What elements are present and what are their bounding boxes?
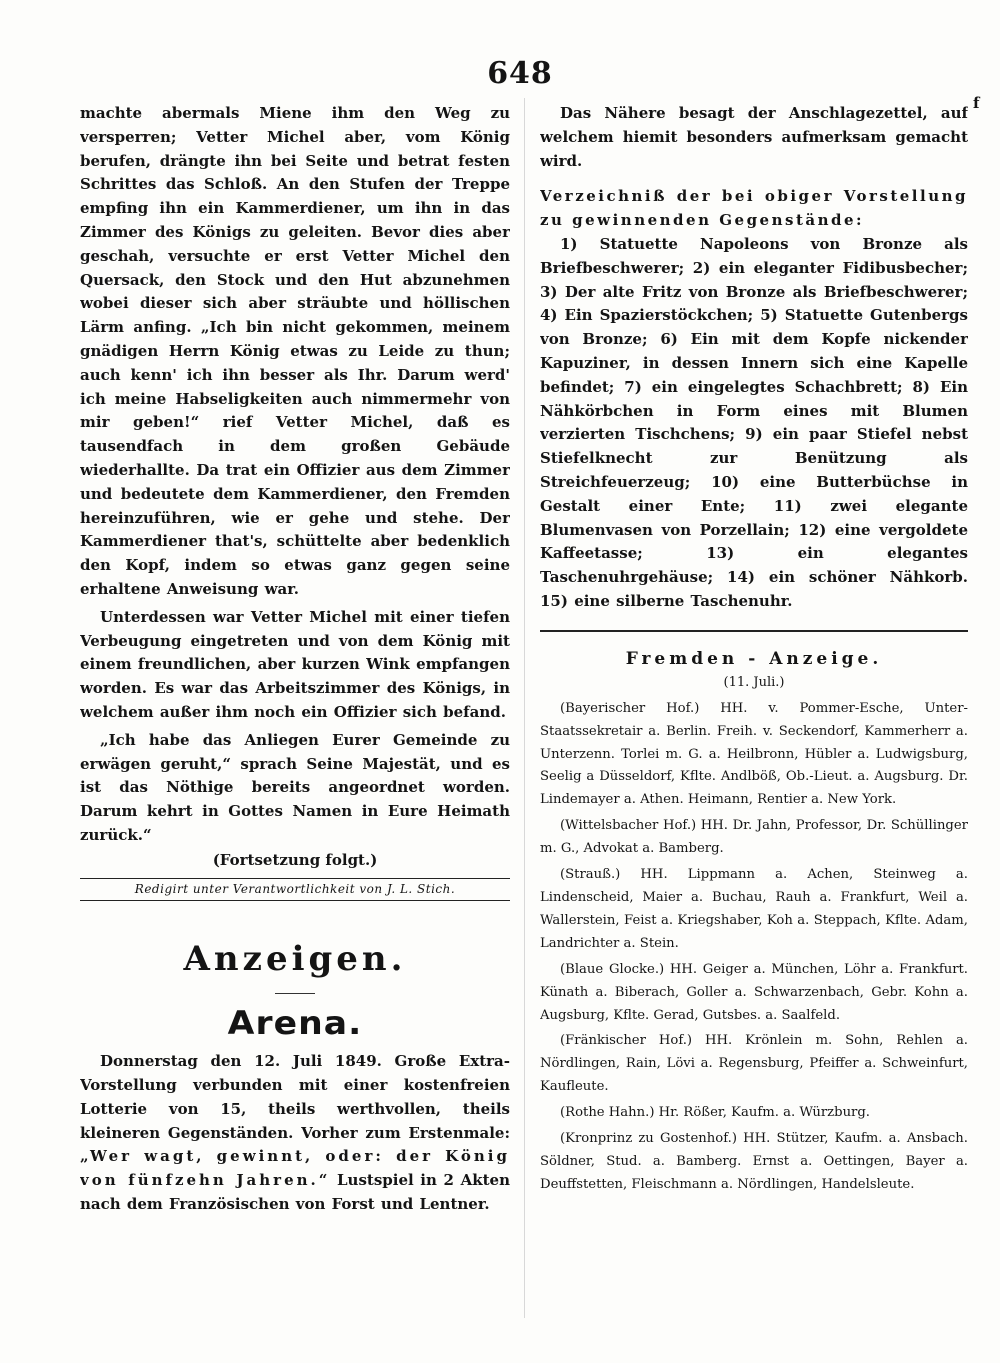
- fremden-title: Fremden - Anzeige.: [625, 648, 883, 669]
- fremden-entry: (Kronprinz zu Gostenhof.) HH. Stützer, Kaufm. a. Ansbach. Söldner, Stud. a. Bamberg. Ernst a. Oettingen, Bayer a. Deuffstetten, Fleischmann a. Nördlingen, Handelsleute.: [540, 1131, 968, 1192]
- page-number: 648: [487, 56, 553, 91]
- arena-play-title: „Wer wagt, gewinnt, oder: der König von fünfzehn Jahren.“: [80, 1147, 510, 1190]
- ads-rule: [275, 993, 315, 995]
- right-column: [540, 102, 968, 1200]
- ads-heading: Anzeigen.: [183, 938, 407, 979]
- fremden-entry: (Blaue Glocke.) HH. Geiger a. München, Löhr a. Frankfurt. Künath a. Biberach, Goller a. Schwarzenbach, Gebr. Kohn a. Augsburg, Kflte. Gerad, Gutsbes. a. Saalfeld.: [540, 961, 968, 1023]
- story-paragraph-1: machte abermals Miene ihm den Weg zu versperren; Vetter Michel aber, vom König berufen, drängte ihn bei Seite und betrat festen Schrittes das Schloß. An den Stufen der Treppe empfing ihn ein Kammerdiener, um ihn in das Zimmer des Königs zu geleiten. Bevor dies aber geschah, versuchte er erst Vetter Michel den Quersack, den Stock und den Hut abzunehmen wobei dieser sich aber sträubte und höllischen Lärm anfing. „Ich bin nicht gekommen, meinem gnädigen Herrn König etwas zu Leide zu thun; auch kenn' ich ihn besser als Ihr. Darum werd' ich meine Habseligkeiten auch nimmermehr von mir geben!“ rief Vetter Michel, daß es tausendfach in dem großen Gebäude wiederhallte. Da trat ein Offizier aus dem Zimmer und bedeutete dem Kammerdiener, den Fremden hereinzuführen, wie er gehe und stehe. Der Kammerdiener that's, schüttelte aber bedenklich den Kopf, indem so etwas ganz gegen seine erhaltene Anweisung war.: [80, 104, 510, 598]
- fremden-date: (11. Juli.): [723, 674, 785, 690]
- arena-paragraph: [80, 1050, 510, 1217]
- fremden-entry: (Rothe Hahn.) Hr. Rößer, Kaufm. a. Würzburg.: [560, 1105, 870, 1121]
- continuation-note: (Fortsetzung folgt.): [212, 850, 378, 869]
- arena-title: Arena.: [227, 1004, 363, 1043]
- arena-text-end: Lustspiel in 2 Akten nach dem Französischen von Forst und Lentner.: [80, 1171, 510, 1213]
- left-column: [80, 102, 510, 1217]
- prize-list-heading: Verzeichniß der bei obiger Vorstellung zu gewinnenden Gegenstände:: [540, 187, 968, 230]
- arena-text-start: Donnerstag den 12. Juli 1849. Große Extra-Vorstellung verbunden mit einer kostenfreien Lotterie von 15, theils werthvollen, theils kleineren Gegenständen. Vorher zum Erstenmale:: [80, 1052, 510, 1142]
- story-paragraph-3: „Ich habe das Anliegen Eurer Gemeinde zu erwägen geruht,“ sprach Seine Majestät, und es ist das Nöthige bereits angeordnet worden. Darum kehrt in Gottes Namen in Eure Heimath zurück.“: [80, 730, 510, 844]
- fremden-entry: (Bayerischer Hof.) HH. v. Pommer-Esche, Unter-Staatssekretair a. Berlin. Freih. v. Seckendorf, Kammerherr a. Unterzenn. Torlei m. G. a. Heilbronn, Hübler a. Ludwigsburg, Seelig a Düsseldorf, Kflte. Andlböß, Ob.-Lieut. a. Augsburg. Dr. Lindemayer a. Athen. Heimann, Rentier a. New York.: [540, 700, 968, 808]
- column-divider: [524, 98, 525, 1318]
- story-paragraph-2: Unterdessen war Vetter Michel mit einer tiefen Verbeugung eingetreten und von dem König mit einem freundlichen, aber kurzen Wink empfangen worden. Es war das Arbeitszimmer des Königs, in welchem außer ihm noch ein Offizier sich befand.: [80, 607, 510, 721]
- notice-intro: Das Nähere besagt der Anschlagezettel, auf welchem hiemit besonders aufmerksam gemacht wird.: [540, 104, 968, 170]
- edge-mark: f: [973, 94, 980, 112]
- prize-list: 1) Statuette Napoleons von Bronze als Briefbeschwerer; 2) ein eleganter Fidibusbecher; 3) Der alte Fritz von Bronze als Briefbeschwerer; 4) Ein Spazierstöckchen; 5) Statuette Gutenbergs von Bronze; 6) Ein mit dem Kopfe nickender Kapuziner, in dessen Innern sich eine Kapelle befindet; 7) ein eingelegtes Schachbrett; 8) Ein Nähkörbchen in Form eines mit Blumen verzierten Tischchens; 9) ein paar Stiefel nebst Stiefelknecht zur Benützung als Streichfeuerzeug; 10) eine Butterbüchse in Gestalt einer Ente; 11) zwei elegante Blumenvasen von Porzellain; 12) eine vergoldete Kaffeetasse; 13) ein elegantes Taschenuhrgehäuse; 14) ein schöner Nähkorb. 15) eine silberne Taschenuhr.: [540, 234, 968, 610]
- fremden-entry: (Wittelsbacher Hof.) HH. Dr. Jahn, Professor, Dr. Schüllinger m. G., Advokat a. Bamberg.: [540, 818, 968, 857]
- section-rule: [540, 630, 968, 632]
- fremden-entry: (Fränkischer Hof.) HH. Krönlein m. Sohn, Rehlen a. Nördlingen, Rain, Lövi a. Regensburg, Pfeiffer a. Schweinfurt, Kaufleute.: [540, 1033, 968, 1095]
- editor-line: Redigirt unter Verantwortlichkeit von J. L. Stich.: [80, 878, 510, 901]
- fremden-entry: (Strauß.) HH. Lippmann a. Achen, Steinweg a. Lindenscheid, Maier a. Buchau, Rauh a. Frankfurt, Weil a. Wallerstein, Feist a. Kriegshaber, Koh a. Steppach, Kflte. Adam, Landrichter a. Stein.: [540, 867, 968, 951]
